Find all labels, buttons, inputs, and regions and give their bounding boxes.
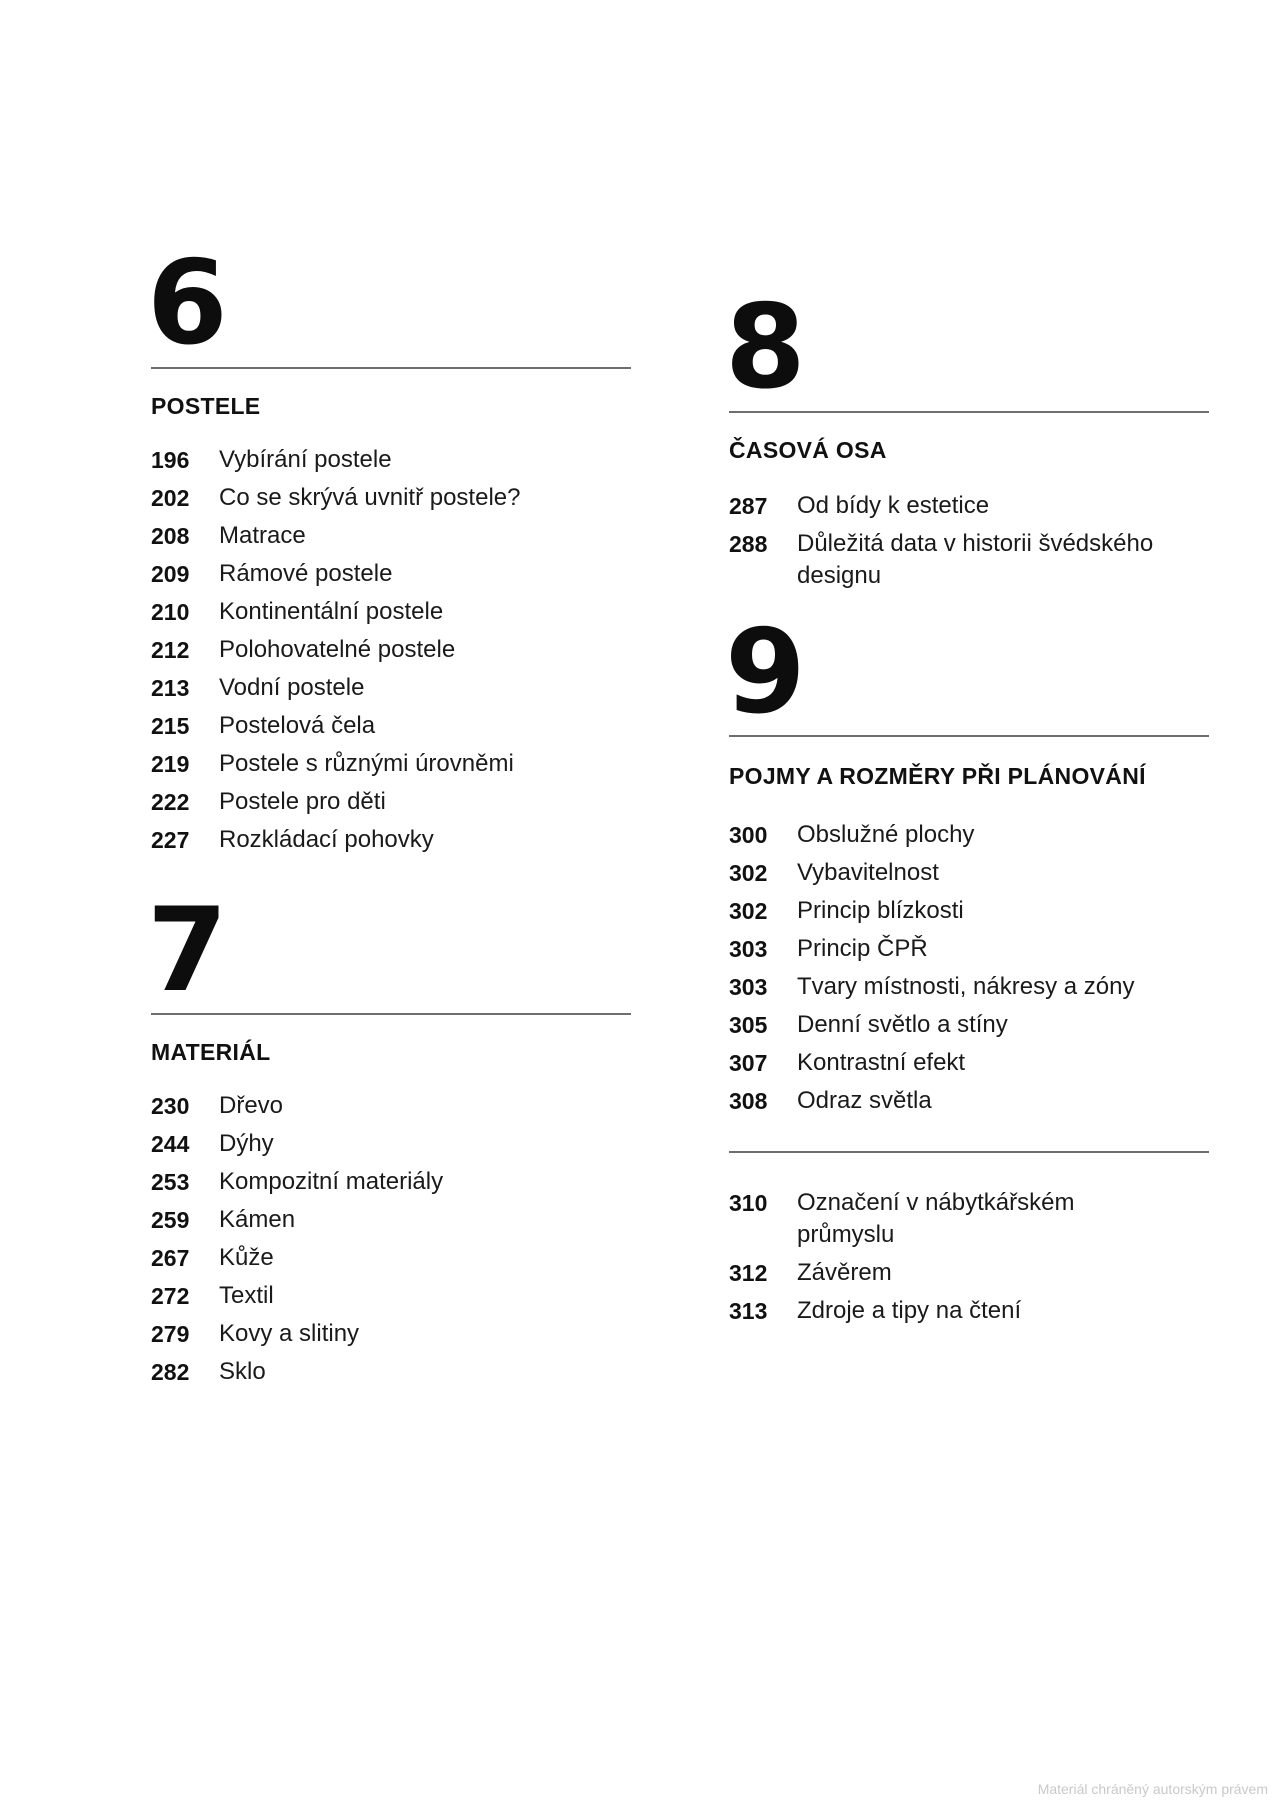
appendix-entries (729, 1187, 1209, 1333)
entry-title: Obslužné plochy (797, 821, 975, 848)
chapter-divider (151, 1013, 631, 1015)
entry-page-number: 282 (151, 1359, 190, 1385)
entry-page-number: 288 (729, 531, 768, 557)
entry-page-number: 302 (729, 860, 768, 886)
entry-page-number: 308 (729, 1088, 768, 1114)
chapter-title: POJMY A ROZMĚRY PŘI PLÁNOVÁNÍ (729, 763, 1146, 789)
toc-entry[interactable] (151, 1204, 631, 1242)
entry-page-number: 312 (729, 1260, 768, 1286)
entry-page-number: 219 (151, 751, 190, 777)
toc-entry[interactable] (729, 490, 1209, 528)
entry-title: Postelová čela (219, 712, 376, 739)
entry-title: Polohovatelné postele (219, 636, 456, 663)
toc-entry[interactable] (729, 971, 1209, 1009)
entry-page-number: 210 (151, 599, 190, 625)
entry-title: Denní světlo a stíny (797, 1011, 1008, 1038)
entry-page-number: 208 (151, 523, 190, 549)
entry-page-number: 244 (151, 1131, 190, 1157)
toc-entry[interactable] (729, 1295, 1209, 1333)
chapter-entries (151, 444, 631, 862)
chapter-number: 7 (147, 883, 226, 1018)
entry-title: Vybírání postele (219, 446, 392, 473)
chapter-entries (729, 819, 1209, 1123)
chapter-number: 8 (725, 280, 804, 415)
entry-page-number: 303 (729, 974, 768, 1000)
entry-title: Co se skrývá uvnitř postele? (219, 484, 521, 511)
toc-entry[interactable] (729, 819, 1209, 857)
toc-entry[interactable] (729, 528, 1209, 592)
entry-title: Kámen (219, 1206, 296, 1233)
entry-page-number: 279 (151, 1321, 190, 1347)
entry-title: Rámové postele (219, 560, 393, 587)
chapter-number: 9 (725, 605, 804, 740)
chapter-divider (729, 735, 1209, 737)
toc-entry[interactable] (729, 1047, 1209, 1085)
entry-title: Vodní postele (219, 674, 365, 701)
entry-title: Textil (219, 1282, 274, 1309)
chapter-number: 6 (147, 236, 226, 371)
toc-entry[interactable] (151, 1128, 631, 1166)
entry-page-number: 272 (151, 1283, 190, 1309)
chapter-entries (729, 490, 1209, 592)
toc-entry[interactable] (729, 933, 1209, 971)
chapter-divider (729, 411, 1209, 413)
toc-entry[interactable] (151, 1166, 631, 1204)
entry-page-number: 222 (151, 789, 190, 815)
chapter-divider (151, 367, 631, 369)
toc-entry[interactable] (151, 1280, 631, 1318)
copyright-watermark: Materiál chráněný autorským právem (1037, 1781, 1268, 1797)
entry-page-number: 227 (151, 827, 190, 853)
chapter-title: MATERIÁL (151, 1039, 271, 1065)
appendix-divider (729, 1151, 1209, 1153)
toc-entry[interactable] (151, 634, 631, 672)
entry-page-number: 267 (151, 1245, 190, 1271)
entry-page-number: 196 (151, 447, 190, 473)
entry-page-number: 230 (151, 1093, 190, 1119)
entry-title: Dřevo (219, 1092, 284, 1119)
toc-entry[interactable] (729, 1257, 1209, 1295)
entry-page-number: 215 (151, 713, 190, 739)
toc-entry[interactable] (151, 748, 631, 786)
entry-page-number: 300 (729, 822, 768, 848)
entry-page-number: 253 (151, 1169, 190, 1195)
entry-title: Matrace (219, 522, 306, 549)
toc-entry[interactable] (151, 1318, 631, 1356)
toc-entry[interactable] (151, 1242, 631, 1280)
entry-page-number: 259 (151, 1207, 190, 1233)
entry-page-number: 302 (729, 898, 768, 924)
toc-entry[interactable] (729, 1187, 1209, 1257)
entry-title: Zdroje a tipy na čtení (797, 1297, 1022, 1324)
entry-title: Postele s různými úrovněmi (219, 750, 514, 777)
entry-title: Kovy a slitiny (219, 1320, 360, 1347)
toc-entry[interactable] (151, 1356, 631, 1394)
entry-page-number: 202 (151, 485, 190, 511)
toc-entry[interactable] (151, 520, 631, 558)
entry-title: Vybavitelnost (797, 859, 939, 886)
entry-page-number: 287 (729, 493, 768, 519)
entry-page-number: 213 (151, 675, 190, 701)
chapter-title: POSTELE (151, 393, 261, 419)
entry-page-number: 305 (729, 1012, 768, 1038)
entry-title: Postele pro děti (219, 788, 386, 815)
entry-title: Princip ČPŘ (797, 935, 928, 962)
entry-title: Dýhy (219, 1130, 274, 1157)
entry-title: Odraz světla (797, 1087, 932, 1114)
toc-entry[interactable] (729, 857, 1209, 895)
chapter-title: ČASOVÁ OSA (729, 437, 887, 463)
entry-page-number: 310 (729, 1190, 768, 1216)
entry-page-number: 303 (729, 936, 768, 962)
entry-title: Označení v nábytkářském průmyslu (797, 1189, 1075, 1248)
entry-title: Kontrastní efekt (797, 1049, 966, 1076)
toc-entry[interactable] (729, 1085, 1209, 1123)
toc-entry[interactable] (151, 596, 631, 634)
chapter-entries (151, 1090, 631, 1394)
toc-entry[interactable] (151, 444, 631, 482)
entry-title: Rozkládací pohovky (219, 826, 434, 853)
entry-page-number: 212 (151, 637, 190, 663)
entry-title: Závěrem (797, 1259, 892, 1286)
toc-entry[interactable] (151, 672, 631, 710)
entry-title: Princip blízkosti (797, 897, 964, 924)
toc-entry[interactable] (151, 1090, 631, 1128)
entry-page-number: 307 (729, 1050, 768, 1076)
toc-entry[interactable] (151, 786, 631, 824)
entry-page-number: 313 (729, 1298, 768, 1324)
toc-entry[interactable] (151, 482, 631, 520)
entry-title: Kontinentální postele (219, 598, 444, 625)
entry-title: Sklo (219, 1358, 266, 1385)
entry-title: Od bídy k estetice (797, 492, 990, 519)
entry-title: Tvary místnosti, nákresy a zóny (797, 973, 1135, 1000)
toc-entry[interactable] (151, 710, 631, 748)
entry-title: Důležitá data v historii švédského designu (797, 530, 1154, 589)
toc-entry[interactable] (151, 824, 631, 862)
toc-entry[interactable] (729, 1009, 1209, 1047)
entry-page-number: 209 (151, 561, 190, 587)
entry-title: Kompozitní materiály (219, 1168, 444, 1195)
entry-title: Kůže (219, 1244, 274, 1271)
toc-entry[interactable] (729, 895, 1209, 933)
toc-entry[interactable] (151, 558, 631, 596)
